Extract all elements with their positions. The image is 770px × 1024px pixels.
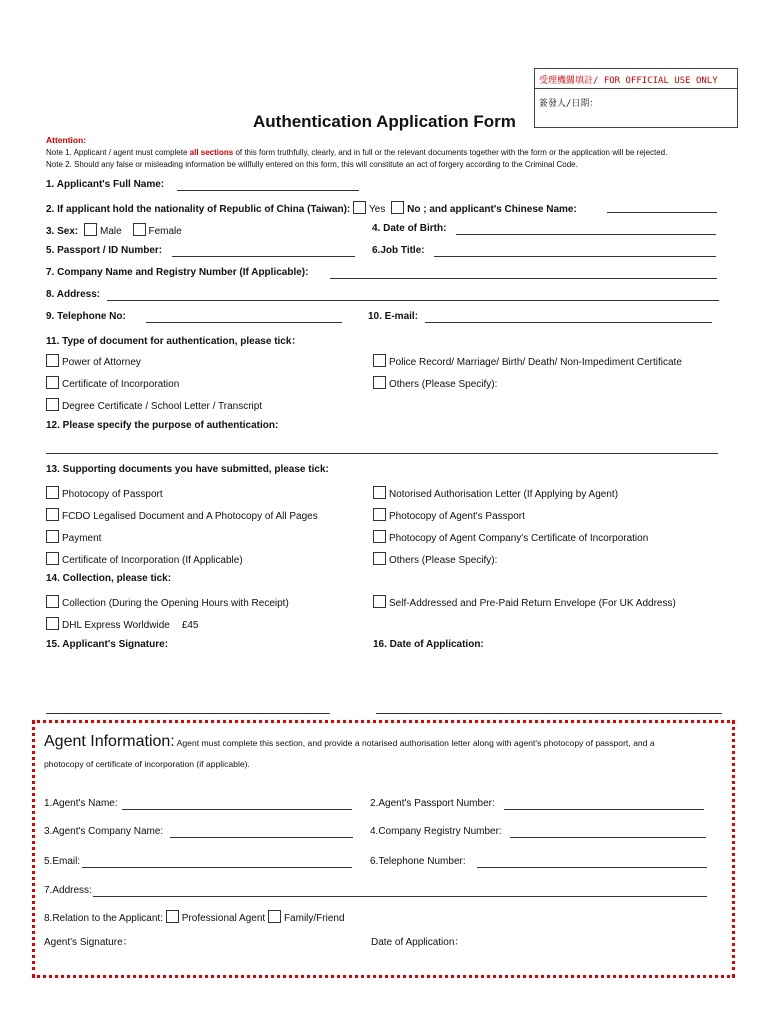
agent-relation-row (44, 910, 345, 924)
official-use-box (534, 68, 738, 128)
q13-option-payment: Payment (46, 530, 101, 544)
q10-label: 10. E-mail: (368, 311, 419, 322)
agent-email-label: 5.Email: (44, 856, 81, 867)
q2-label: 2. If applicant hold the nationality of Republic of China (Taiwan): (46, 204, 351, 215)
agent-signature-label: Agent's Signature： (44, 937, 133, 948)
q14-option-envelope: Self-Addressed and Pre-Paid Return Envelope (For UK Address) (373, 595, 676, 609)
q1-label: 1. Applicant's Full Name: (46, 179, 165, 190)
q11-option-power-of-attorney: Power of Attorney (46, 354, 141, 368)
q11-others-checkbox[interactable] (373, 376, 386, 389)
q13-label: 13. Supporting documents you have submitted, please tick: (46, 464, 329, 475)
agent-relation-label: 8.Relation to the Applicant: (44, 913, 163, 924)
q7-company-field[interactable] (330, 278, 717, 279)
agent-instruction-2: photocopy of certificate of incorporation (if applicable). (44, 759, 250, 769)
q1-row (46, 179, 164, 190)
agent-heading-row (44, 733, 655, 751)
agent-company-field[interactable] (170, 837, 353, 838)
q13-agent-passport-checkbox[interactable] (373, 508, 386, 521)
q3-female-checkbox[interactable] (133, 223, 146, 236)
agent-family-checkbox[interactable] (268, 910, 281, 923)
official-use-label: 受理機關填註/ FOR OFFICIAL USE ONLY (535, 69, 737, 89)
q14-collection-checkbox[interactable] (46, 595, 59, 608)
q13-authorisation-letter-checkbox[interactable] (373, 486, 386, 499)
q3-row (46, 223, 182, 237)
agent-date-label: Date of Application： (371, 937, 465, 948)
q13-option-certificate: Certificate of Incorporation (If Applicable) (46, 552, 243, 566)
q3-female-label: Female (148, 226, 182, 237)
q5-label: 5. Passport / ID Number: (46, 245, 163, 256)
q14-envelope-checkbox[interactable] (373, 595, 386, 608)
q11-option-others: Others (Please Specify): (373, 376, 497, 390)
q13-option-passport: Photocopy of Passport (46, 486, 163, 500)
q8-address-field[interactable] (107, 300, 719, 301)
agent-telephone-label: 6.Telephone Number: (370, 856, 466, 867)
q10-email-field[interactable] (425, 322, 712, 323)
agent-registry-field[interactable] (510, 837, 706, 838)
q9-telephone-field[interactable] (146, 322, 342, 323)
agent-name-field[interactable] (122, 809, 352, 810)
q14-label: 14. Collection, please tick: (46, 573, 172, 584)
q13-certificate-checkbox[interactable] (46, 552, 59, 565)
q13-passport-checkbox[interactable] (46, 486, 59, 499)
q11-option-degree-certificate: Degree Certificate / School Letter / Transcript (46, 398, 262, 412)
q6-label: 6.Job Title: (372, 245, 425, 256)
q1-name-field[interactable] (177, 190, 359, 191)
q2-yes-label: Yes (369, 204, 386, 215)
q2-no-checkbox[interactable] (391, 201, 404, 214)
q11-police-record-checkbox[interactable] (373, 354, 386, 367)
q11-option-police-record: Police Record/ Marriage/ Birth/ Death/ Non-Impediment Certificate (373, 354, 682, 368)
agent-professional-checkbox[interactable] (166, 910, 179, 923)
agent-email-field[interactable] (82, 867, 352, 868)
q2-yes-checkbox[interactable] (353, 201, 366, 214)
note-1: Note 1. Applicant / agent must complete all sections of this form truthfully, clearly, and in full or the relevant documents together with the form or the application will be rejected. (46, 148, 668, 157)
q12-purpose-field[interactable] (46, 453, 718, 454)
form-title: Authentication Application Form (253, 112, 516, 131)
q11-power-of-attorney-checkbox[interactable] (46, 354, 59, 367)
q8-label: 8. Address: (46, 289, 101, 300)
q15-label: 15. Applicant's Signature: (46, 639, 169, 650)
agent-family-label: Family/Friend (283, 913, 345, 924)
agent-passport-label: 2.Agent's Passport Number: (370, 798, 495, 809)
q13-agent-company-checkbox[interactable] (373, 530, 386, 543)
q11-option-certificate-incorporation: Certificate of Incorporation (46, 376, 179, 390)
q14-option-dhl: DHL Express Worldwide £45 (46, 617, 199, 631)
q3-male-checkbox[interactable] (84, 223, 97, 236)
agent-telephone-field[interactable] (477, 867, 707, 868)
q13-payment-checkbox[interactable] (46, 530, 59, 543)
agent-registry-label: 4.Company Registry Number: (370, 826, 502, 837)
q14-option-collection: Collection (During the Opening Hours with Receipt) (46, 595, 289, 609)
agent-professional-label: Professional Agent (181, 913, 266, 924)
q4-dob-field[interactable] (456, 234, 716, 235)
q13-fcdo-checkbox[interactable] (46, 508, 59, 521)
q3-male-label: Male (100, 226, 122, 237)
q13-option-agent-company: Photocopy of Agent Company's Certificate of Incorporation (373, 530, 648, 544)
q13-option-agent-passport: Photocopy of Agent's Passport (373, 508, 525, 522)
agent-heading: Agent Information: (44, 733, 175, 750)
q2-no-label: No ; and applicant's Chinese Name: (407, 204, 577, 215)
agent-address-label: 7.Address: (44, 885, 92, 896)
agent-passport-field[interactable] (504, 809, 704, 810)
q13-option-fcdo: FCDO Legalised Document and A Photocopy of All Pages (46, 508, 318, 522)
q11-certificate-incorporation-checkbox[interactable] (46, 376, 59, 389)
q13-others-checkbox[interactable] (373, 552, 386, 565)
q13-option-authorisation-letter: Notorised Authorisation Letter (If Applying by Agent) (373, 486, 618, 500)
q5-passport-field[interactable] (172, 256, 355, 257)
official-signer-date-label: 簽發人/日期： (539, 99, 599, 109)
q16-label: 16. Date of Application: (373, 639, 484, 650)
q12-label: 12. Please specify the purpose of authentication: (46, 420, 279, 431)
agent-address-field[interactable] (93, 896, 707, 897)
q3-label: 3. Sex: (46, 226, 79, 237)
q6-job-field[interactable] (434, 256, 716, 257)
q13-option-others: Others (Please Specify): (373, 552, 497, 566)
attention-label: Attention: (46, 135, 87, 145)
q11-label: 11. Type of document for authentication, please tick： (46, 336, 302, 347)
q14-dhl-price: £45 (181, 620, 199, 631)
q11-degree-certificate-checkbox[interactable] (46, 398, 59, 411)
agent-instruction-1: Agent must complete this section, and provide a notarised authorisation letter along with agent's photocopy of passport, and a (174, 738, 655, 748)
q2-row (46, 201, 577, 215)
agent-name-label: 1.Agent's Name: (44, 798, 118, 809)
q14-dhl-checkbox[interactable] (46, 617, 59, 630)
agent-company-label: 3.Agent's Company Name: (44, 826, 164, 837)
note-2: Note 2. Should any false or misleading information be willfully entered on this form, this will constitute an act of forgery according to the Criminal Code. (46, 160, 578, 169)
q7-label: 7. Company Name and Registry Number (If Applicable): (46, 267, 309, 278)
q15-signature-field[interactable] (46, 713, 330, 714)
q2-chinese-name-field[interactable] (607, 212, 717, 213)
q9-label: 9. Telephone No: (46, 311, 126, 322)
q16-date-field[interactable] (376, 713, 722, 714)
q4-label: 4. Date of Birth: (372, 223, 447, 234)
